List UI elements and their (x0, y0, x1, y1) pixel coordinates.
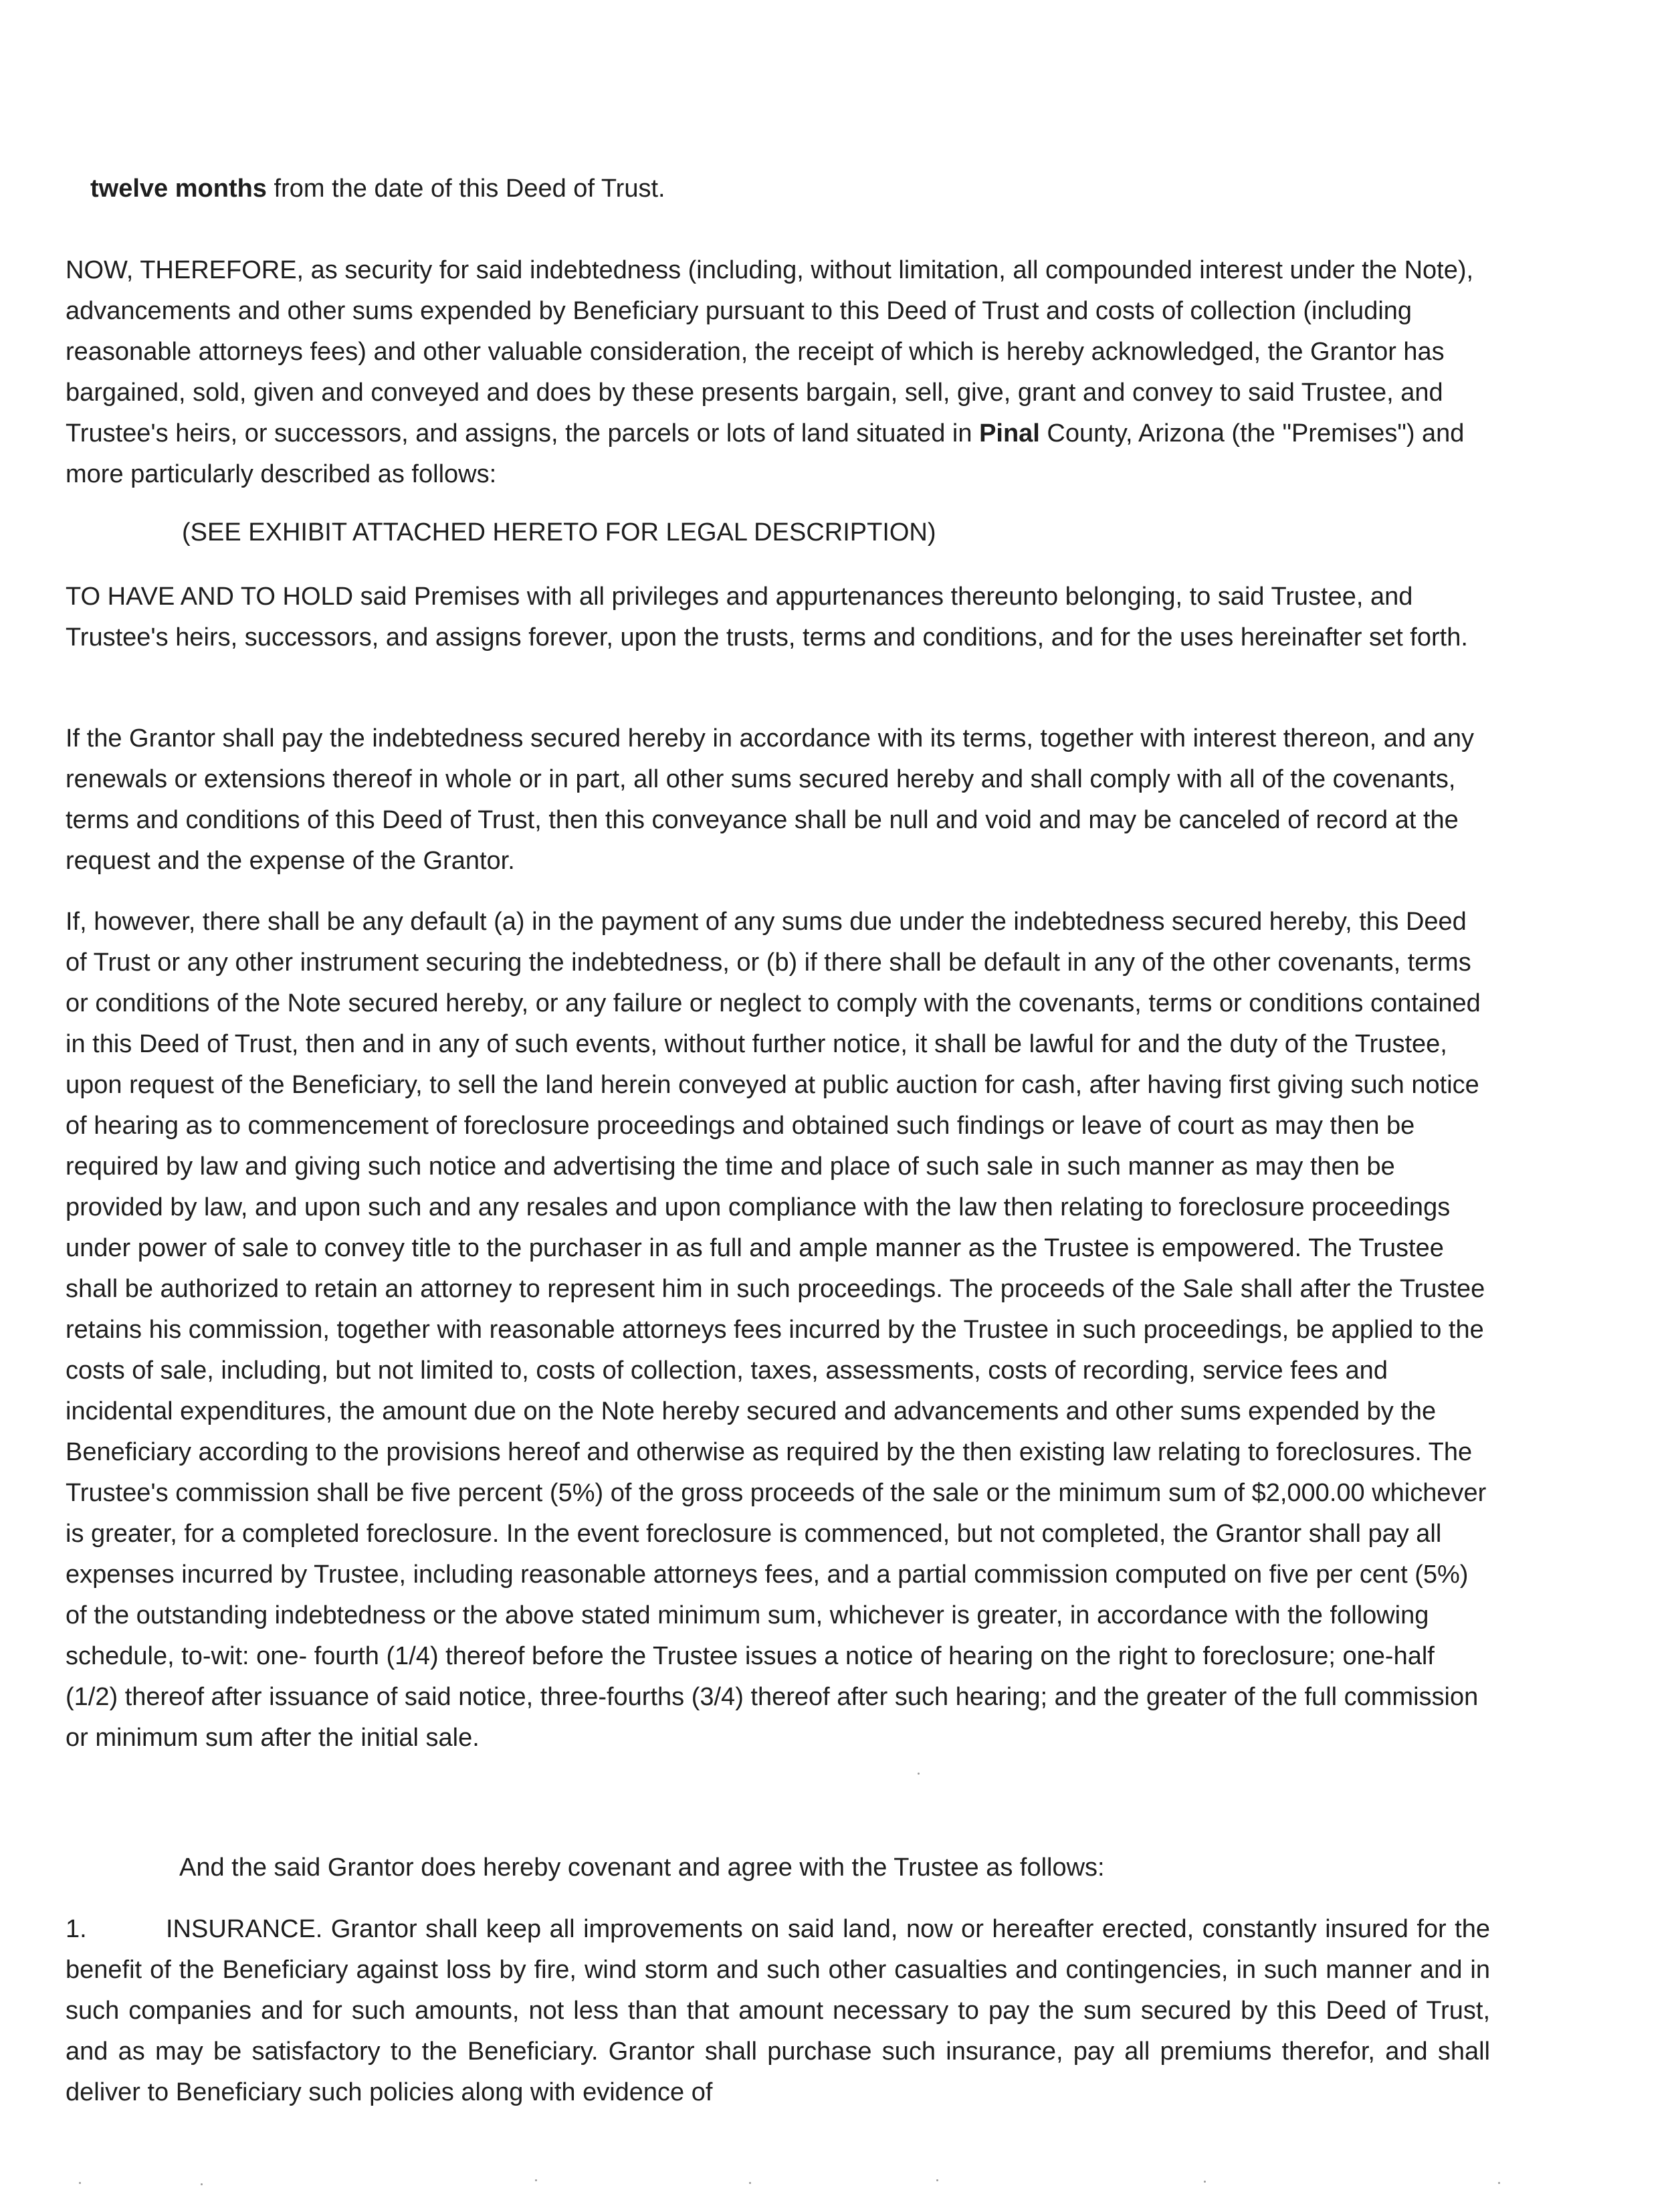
opening-line (90, 169, 1515, 209)
opening-rest: from the date of this Deed of Trust. (266, 175, 665, 203)
now-therefore-part2: County, Arizona (the "Premises") and more particularly described as follows: (66, 419, 1465, 488)
opening-bold-phrase: twelve months (90, 175, 267, 203)
paragraph-default: If, however, there shall be any default (a) in the payment of any sums due under the indebtedness secured hereby, this Deed of Trust or any other instrument securing the indebtedness, or (b) if there shall be default in any of the other covenants, terms or conditions of the Note secured hereby, or any failure or neglect to comply with the covenants, terms or conditions contained in this Deed of Trust, then and in any of such events, without further notice, it shall be lawful for and the duty of the Trustee, upon request of the Beneficiary, to sell the land herein conveyed at public auction for cash, after having first giving such notice of hearing as to commencement of foreclosure proceedings and obtained such findings or leave of court as may then be required by law and giving such notice and advertising the time and place of such sale in such manner as may then be provided by law, and upon such and any resales and upon compliance with the law then relating to foreclosure proceedings under power of sale to convey title to the purchaser in as full and ample manner as the Trustee is empowered. The Trustee shall be authorized to retain an attorney to represent him in such proceedings. The proceeds of the Sale shall after the Trustee retains his commission, together with reasonable attorneys fees incurred by the Trustee in such proceedings, be applied to the costs of sale, including, but not limited to, costs of collection, taxes, assessments, costs of recording, service fees and incidental expenditures, the amount due on the Note hereby secured and advancements and other sums expended by the Beneficiary according to the provisions hereof and otherwise as required by the then existing law relating to foreclosures. The Trustee's commission shall be five percent (5%) of the gross proceeds of the sale or the minimum sum of $2,000.00 whichever is greater, for a completed foreclosure. In the event foreclosure is commenced, but not completed, the Grantor shall pay all expenses incurred by Trustee, including reasonable attorneys fees, and a partial commission computed on five per cent (5%) of the outstanding indebtedness or the above stated minimum sum, whichever is greater, in accordance with the following schedule, to-wit: one- fourth (1/4) thereof before the Trustee issues a notice of hearing on the right to foreclosure; one-half (1/2) thereof after issuance of said notice, three-fourths (3/4) thereof after such hearing; and the greater of the full commission or minimum sum after the initial sale. (66, 908, 1487, 1752)
paragraph-to-have-and-hold: TO HAVE AND TO HOLD said Premises with all privileges and appurtenances thereunto belonging, to said Trustee, and Trustee's heirs, successors, and assigns forever, upon the trusts, terms and conditions, and for the uses hereinafter set forth. (66, 583, 1468, 652)
paragraph-covenant-intro: And the said Grantor does hereby covenant and agree with the Trustee as follows: (179, 1854, 1105, 1882)
section-number: 1. (66, 1915, 87, 1943)
now-therefore-part1: NOW, THEREFORE, as security for said indebtedness (including, without limitation, all compounded interest under the Note), advancements and other sums expended by Beneficiary pursuant to this Deed of Trust and costs of collection (including reasonable attorneys fees) and other valuable consideration, the receipt of which is hereby acknowledged, the Grantor has bargained, sold, given and conveyed and does by these presents bargain, sell, give, grant and convey to said Trustee, and Trustee's heirs, or successors, and assigns, the parcels or lots of land situated in (66, 256, 1474, 447)
county-name: Pinal (979, 419, 1040, 447)
section-insurance-text: INSURANCE. Grantor shall keep all improvements on said land, now or hereafter erected, constantly insured for the benefit of the Beneficiary against loss by fire, wind storm and such other casualties and contingencies, in such manner and in such companies and for such amounts, not less than that amount necessary to pay the sum secured by this Deed of Trust, and as may be satisfactory to the Beneficiary. Grantor shall purchase such insurance, pay all premiums therefor, and shall deliver to Beneficiary such policies along with evidence of (66, 1915, 1490, 2106)
paragraph-now-therefore (66, 250, 1490, 495)
legal-description-note: (SEE EXHIBIT ATTACHED HERETO FOR LEGAL DESCRIPTION) (182, 518, 936, 546)
paragraph-grantor-pays: If the Grantor shall pay the indebtedness secured hereby in accordance with its terms, together with interest thereon, and any renewals or extensions thereof in whole or in part, all other sums secured hereby and shall comply with all of the covenants, terms and conditions of this Deed of Trust, then this conveyance shall be null and void and may be canceled of record at the request and the expense of the Grantor. (66, 724, 1474, 875)
section-insurance (66, 1909, 1490, 2113)
